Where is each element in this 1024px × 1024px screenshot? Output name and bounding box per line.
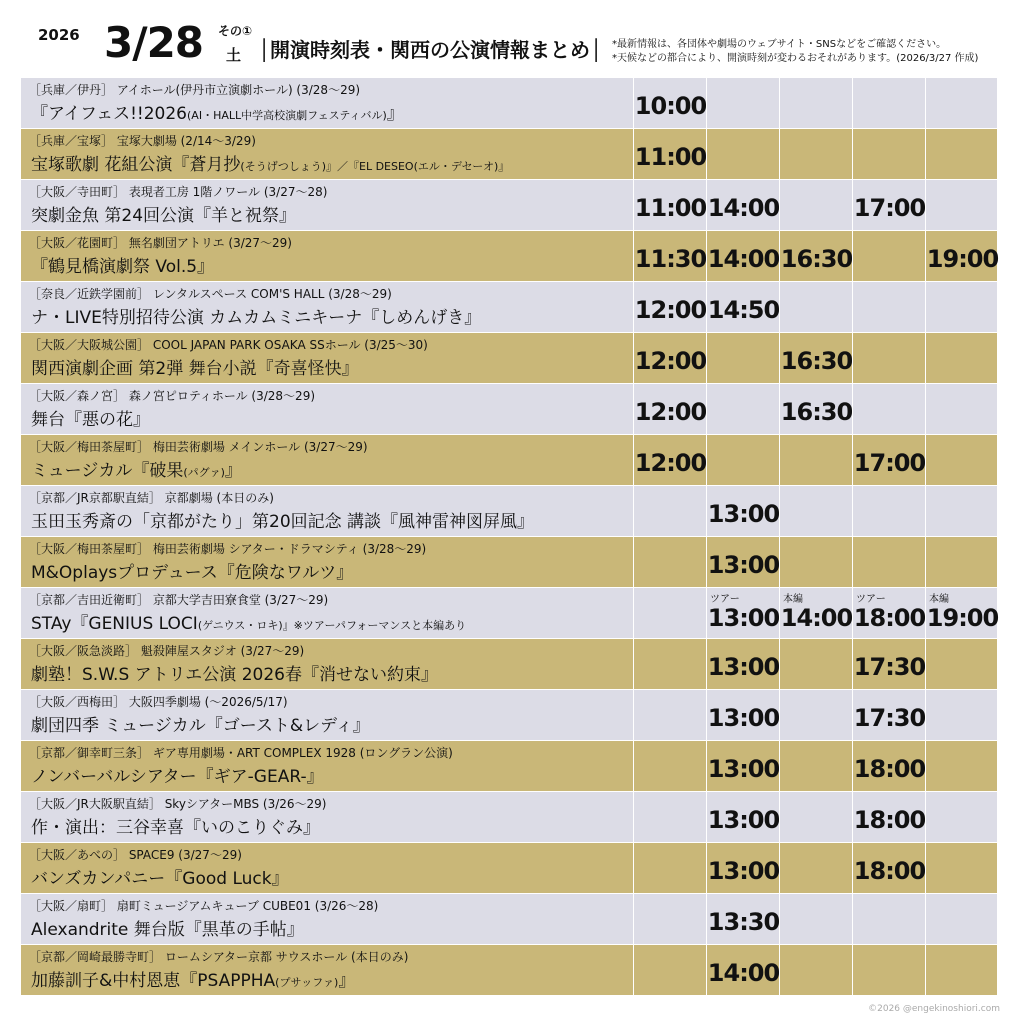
part-number: その① [218,24,253,38]
time-slot [706,231,779,282]
time-slot [925,435,998,486]
table-row [21,231,997,282]
time-slot [779,486,852,537]
start-time: 16:30 [780,347,853,375]
start-time: 19:00 [926,604,999,632]
start-time: 10:00 [634,92,707,120]
time-slot [852,231,925,282]
time-slot [779,945,852,996]
time-slot [706,741,779,792]
start-time: 12:00 [634,398,707,426]
show-title-reading: (AI・HALL中学高校演劇フェスティバル) [187,109,387,122]
time-slot [706,639,779,690]
show-title-main: 『鶴見橋演劇祭 Vol.5』 [31,257,215,277]
time-slot [633,231,706,282]
time-slot [852,741,925,792]
start-time: 14:00 [707,245,780,273]
event-info [21,639,633,690]
start-time: 11:00 [634,143,707,171]
show-title-main: 関西演劇企画 第2弾 舞台小説『奇喜怪快』 [31,359,359,379]
show-title [31,405,150,430]
time-slot [779,741,852,792]
event-info [21,129,633,180]
start-time: 16:30 [780,245,853,273]
event-info [21,843,633,894]
time-slot [633,894,706,945]
event-info [21,282,633,333]
time-label: 本編 [783,594,803,605]
start-time: 13:00 [707,857,780,885]
time-slot [779,537,852,588]
start-time: 11:00 [634,194,707,222]
time-slot [779,78,852,129]
time-slot [633,792,706,843]
show-title-main: ミュージカル『破果 [31,461,184,481]
event-info [21,435,633,486]
table-row [21,792,997,843]
start-time: 18:00 [853,755,926,783]
time-slot [925,78,998,129]
start-time: 14:50 [707,296,780,324]
table-row [21,129,997,180]
time-slot [706,843,779,894]
time-label: ツアー [710,594,740,605]
start-time: 12:00 [634,449,707,477]
start-time: 13:30 [707,908,780,936]
show-title-main: 作・演出：三谷幸喜『いのこりぐみ』 [31,818,320,838]
venue-label: ［大阪／あべの］ SPACE9 (3/27〜29) [29,848,242,862]
venue-label: ［大阪／梅田茶屋町］ 梅田芸術劇場 メインホール (3/27〜29) [29,440,368,454]
venue-label: ［京都／JR京都駅直結］ 京都劇場 (本日のみ) [29,491,274,505]
time-slot [633,435,706,486]
time-slot [706,588,779,639]
table-row [21,588,997,639]
venue-label: ［大阪／大阪城公園］ COOL JAPAN PARK OSAKA SSホール (3/25〜30) [29,338,428,352]
time-slot [633,384,706,435]
event-info [21,894,633,945]
show-title-end: 』 [338,971,356,991]
time-slot [779,282,852,333]
time-slot [925,384,998,435]
time-slot [633,537,706,588]
show-title [31,915,304,940]
time-slot [706,129,779,180]
time-slot [852,384,925,435]
start-time: 18:00 [853,857,926,885]
start-time: 16:30 [780,398,853,426]
time-slot [852,945,925,996]
table-row [21,384,997,435]
event-info [21,792,633,843]
time-slot [633,945,706,996]
table-row [21,843,997,894]
start-time: 17:00 [853,194,926,222]
time-slot [633,282,706,333]
time-slot [706,180,779,231]
start-time: 13:00 [707,806,780,834]
time-slot [852,78,925,129]
time-slot [633,639,706,690]
show-title-main: 劇団四季 ミュージカル『ゴースト&レディ』 [31,716,370,736]
time-slot [633,486,706,537]
show-title [31,507,534,532]
time-slot [779,639,852,690]
start-time: 13:00 [707,704,780,732]
event-info [21,537,633,588]
show-title-reading: (そうげつしょう) [240,160,326,173]
time-slot [852,639,925,690]
show-title [31,456,242,481]
note-line: *天候などの都合により、開演時刻が変わるおそれがあります。(2026/3/27 作成) [612,53,979,64]
show-title-reading: (ゲニウス・ロキ) [197,619,283,632]
show-title-main: 玉田玉秀斎の「京都がたり」第20回記念 講談『風神雷神図屏風』 [31,512,535,532]
venue-label: ［大阪／森ノ宮］ 森ノ宮ピロティホール (3/28〜29) [29,389,316,403]
start-time: 17:00 [853,449,926,477]
time-slot [706,282,779,333]
show-title-end: 』 [224,461,242,481]
time-slot [706,384,779,435]
table-row [21,690,997,741]
event-info [21,690,633,741]
time-slot [852,690,925,741]
show-title [31,711,370,736]
time-slot [779,333,852,384]
time-slot [706,333,779,384]
time-slot [779,588,852,639]
time-slot [925,741,998,792]
table-row [21,486,997,537]
time-slot [925,894,998,945]
show-title-reading: (パグァ) [183,466,225,479]
venue-label: ［大阪／寺田町］ 表現者工房 1階ノワール (3/27〜28) [29,185,328,199]
time-slot [706,894,779,945]
show-title-main: ナ・LIVE特別招待公演 カムカムミニキーナ『しめんげき』 [31,308,482,328]
show-title-end: 』※ツアーパフォーマンスと本編あり [282,619,467,632]
time-slot [852,792,925,843]
time-slot [852,435,925,486]
show-title-main: Alexandrite 舞台版『黒革の手帖』 [31,920,304,940]
venue-label: ［奈良／近鉄学園前］ レンタルスペース COM'S HALL (3/28〜29) [29,287,392,301]
time-slot [852,588,925,639]
start-time: 11:30 [634,245,707,273]
time-slot [925,588,998,639]
time-slot [852,333,925,384]
venue-label: ［京都／岡崎最勝寺町］ ロームシアター京都 サウスホール (本日のみ) [29,950,409,964]
page-title: │開演時刻表・関西の公演情報まとめ│ [258,38,603,62]
time-slot [925,333,998,384]
start-time: 13:00 [707,653,780,681]
show-title [31,303,481,328]
show-title [31,864,289,889]
venue-label: ［大阪／JR大阪駅直結］ SkyシアターMBS (3/26〜29) [29,797,327,811]
table-row [21,741,997,792]
event-info [21,588,633,639]
time-slot [925,129,998,180]
venue-label: ［大阪／西梅田］ 大阪四季劇場 (〜2026/5/17) [29,695,288,709]
table-row [21,945,997,996]
venue-label: ［大阪／扇町］ 扇町ミュージアムキューブ CUBE01 (3/26〜28) [29,899,379,913]
time-slot [706,537,779,588]
start-time: 14:00 [707,194,780,222]
venue-label: ［大阪／梅田茶屋町］ 梅田芸術劇場 シアター・ドラマシティ (3/28〜29) [29,542,427,556]
time-slot [706,486,779,537]
table-row [21,78,997,129]
show-title-reading: (プサッファ) [275,976,339,989]
show-title-main: 『アイフェス!!2026 [31,104,188,124]
time-slot [706,945,779,996]
start-time: 12:00 [634,296,707,324]
time-slot [852,129,925,180]
date: 3/28 [104,18,204,67]
time-slot [925,792,998,843]
start-time: 13:00 [707,500,780,528]
time-slot [779,435,852,486]
year: 2026 [38,26,80,44]
event-info [21,180,633,231]
header [0,0,1024,78]
time-slot [706,792,779,843]
start-time: 17:30 [853,653,926,681]
time-label: ツアー [856,594,886,605]
table-row [21,282,997,333]
show-title-main: 劇塾！S.W.S アトリエ公演 2026春『消せない約束』 [31,665,438,685]
show-title-main: 舞台『悪の花』 [31,410,150,430]
time-slot [852,282,925,333]
event-info [21,741,633,792]
table-row [21,435,997,486]
venue-label: ［京都／御幸町三条］ ギア専用劇場・ART COMPLEX 1928 (ロングラン公演) [29,746,453,760]
show-title-main: バンズカンパニー『Good Luck』 [31,869,289,889]
time-slot [925,180,998,231]
time-slot [925,537,998,588]
venue-label: ［京都／吉田近衛町］ 京都大学吉田寮食堂 (3/27〜29) [29,593,329,607]
time-slot [633,843,706,894]
time-slot [925,486,998,537]
show-title [31,201,296,226]
time-slot [633,78,706,129]
venue-label: ［大阪／阪急淡路］ 魁殺陣屋スタジオ (3/27〜29) [29,644,305,658]
time-slot [779,180,852,231]
venue-label: ［大阪／花園町］ 無名劇団アトリエ (3/27〜29) [29,236,292,250]
time-slot [779,231,852,282]
show-title-main: 突劇金魚 第24回公演『羊と祝祭』 [31,206,297,226]
time-slot [925,690,998,741]
time-slot [852,894,925,945]
time-slot [706,435,779,486]
event-info [21,231,633,282]
show-title-main: 宝塚歌劇 花組公演『蒼月抄 [31,155,241,175]
start-time: 14:00 [780,604,853,632]
start-time: 13:00 [707,551,780,579]
time-slot [779,843,852,894]
time-slot [633,588,706,639]
note-line: *最新情報は、各団体や劇場のウェブサイト・SNSなどをご確認ください。 [612,39,947,50]
show-title-main: 加藤訓子&中村恩恵『PSAPPHA [31,971,276,991]
show-title-end: 』 [386,104,404,124]
start-time: 18:00 [853,806,926,834]
time-slot [779,129,852,180]
table-row [21,894,997,945]
start-time: 19:00 [926,245,999,273]
time-slot [852,537,925,588]
event-info [21,945,633,996]
time-slot [779,690,852,741]
event-info [21,486,633,537]
start-time: 13:00 [707,755,780,783]
show-title-end: 』／『EL DESEO(エル・デセーオ)』 [326,160,510,173]
time-slot [925,231,998,282]
time-slot [779,894,852,945]
table-row [21,333,997,384]
show-title-main: M&Oplaysプロデュース『危険なワルツ』 [31,563,354,583]
table-row [21,537,997,588]
event-info [21,384,633,435]
time-slot [925,945,998,996]
show-title [31,813,320,838]
time-slot [852,180,925,231]
show-title [31,609,466,634]
show-title [31,354,359,379]
show-title [31,99,404,124]
notes [612,38,978,66]
start-time: 13:00 [707,604,780,632]
time-slot [852,843,925,894]
event-info [21,78,633,129]
table-row [21,639,997,690]
show-title-main: STAy『GENIUS LOCI [31,614,198,634]
show-title [31,252,214,277]
show-title [31,558,353,583]
venue-label: ［兵庫／伊丹］ アイホール(伊丹市立演劇ホール) (3/28〜29) [29,83,361,97]
time-slot [633,741,706,792]
time-slot [779,384,852,435]
schedule-table [21,78,997,996]
time-slot [633,690,706,741]
time-slot [779,792,852,843]
start-time: 12:00 [634,347,707,375]
show-title [31,660,438,685]
start-time: 18:00 [853,604,926,632]
time-slot [925,639,998,690]
time-slot [633,129,706,180]
event-info [21,333,633,384]
time-label: 本編 [929,594,949,605]
time-slot [633,180,706,231]
table-row [21,180,997,231]
time-slot [633,333,706,384]
venue-label: ［兵庫／宝塚］ 宝塚大劇場 (2/14〜3/29) [29,134,256,148]
day-of-week: 土 [226,46,242,64]
show-title [31,150,509,175]
show-title-main: ノンバーバルシアター『ギア-GEAR-』 [31,767,324,787]
show-title [31,762,324,787]
time-slot [706,78,779,129]
time-slot [706,690,779,741]
credit: ©2026 @engekinoshiori.com [868,1004,1000,1014]
start-time: 14:00 [707,959,780,987]
time-slot [925,843,998,894]
time-slot [925,282,998,333]
show-title [31,966,355,991]
start-time: 17:30 [853,704,926,732]
time-slot [852,486,925,537]
